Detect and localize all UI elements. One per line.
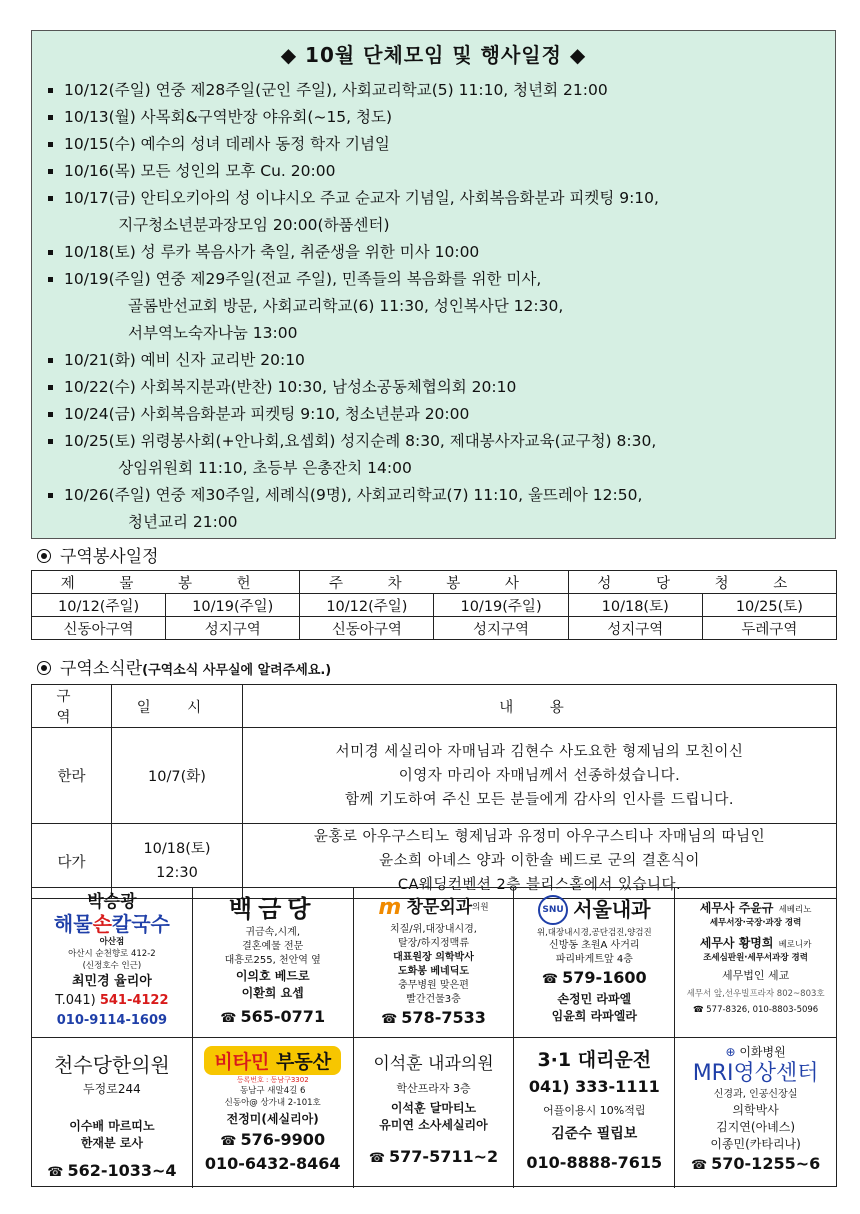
schedule-list [44, 77, 827, 536]
ad-phone-number: 578-7533 [401, 1007, 486, 1027]
group-cleaning: 성 당 청 소 [568, 571, 836, 594]
ad-phone-number: 576-9900 [240, 1130, 326, 1149]
phone-icon: ☎ [541, 971, 559, 987]
phone-icon: ☎ [381, 1011, 398, 1027]
schedule-title: ◆ 10월 단체모임 및 행사일정 ◆ [280, 43, 587, 67]
news-line: 함께 기도하여 주신 모든 분들에게 감사의 인사를 드립니다. [344, 791, 735, 808]
ad-phone [193, 1129, 353, 1153]
ad-kalguksu [32, 888, 193, 1038]
ad-person: 김지연(아녜스) [716, 1120, 796, 1134]
ad-owner: 박승광 [87, 892, 137, 912]
service-heading [37, 542, 159, 567]
ad-phone [193, 1006, 353, 1030]
ad-hospital [675, 1044, 836, 1060]
ad-accountant-1 [675, 898, 836, 917]
service-district: 성지구역 [568, 617, 702, 640]
service-date: 10/25(토) [702, 594, 836, 617]
service-date: 10/12(주일) [300, 594, 434, 617]
ad-person: 이수배 마르띠노 [69, 1119, 155, 1133]
phone-icon: ☎ [47, 1165, 64, 1180]
ad-line: 파리바게트앞 4층 [555, 953, 633, 965]
service-table [31, 570, 837, 640]
ad-person: 임윤희 라파엘라 [551, 1008, 637, 1023]
ad-phone: 041) 333-1111 [528, 1077, 660, 1096]
schedule-item: 10/21(화) 예비 신자 교리반 20:10 [44, 347, 827, 374]
ad-title: MRI영상센터 [692, 1061, 819, 1086]
service-heading-text: 구역봉사일정 [60, 547, 159, 567]
ad-person: 이종민(카타리나) [710, 1137, 801, 1151]
group-offering: 제 물 봉 헌 [32, 571, 300, 594]
circle-bullet-icon [37, 549, 51, 563]
ad-phone-number: 541-4122 [99, 993, 169, 1008]
ad-phone [675, 1000, 836, 1020]
ad-accountant-name: 세무사 황명희 [699, 936, 774, 950]
ad-line: 충무병원 맞은편 [398, 979, 469, 991]
ad-career: 조세심판원·세무서과장 경력 [703, 953, 808, 963]
news-table [31, 684, 837, 899]
ad-title [204, 1046, 341, 1075]
schedule-item: 10/18(토) 성 루카 복음사가 축일, 취준생을 위한 미사 10:00 [44, 239, 827, 266]
ad-person: 손정민 라파엘 [557, 991, 632, 1006]
ad-phone [32, 991, 192, 1011]
ad-title: 창문외과 [406, 897, 473, 918]
news-heading-text: 구역소식란 [60, 659, 143, 679]
ad-line: 동남구 새말4길 6 [239, 1086, 306, 1096]
ad-phone [354, 1146, 514, 1170]
ad-designated-driver [514, 1038, 675, 1188]
ad-phone-label: T.041) [55, 993, 96, 1008]
ad-person: 이환희 요셉 [241, 986, 304, 1000]
ad-line: 치질/위,대장내시경, [389, 923, 477, 935]
schedule-item: 10/22(수) 사회복지분과(반찬) 10:30, 남성소공동체협의회 20:10 [44, 374, 827, 401]
ad-phone-number: 570-1255~6 [711, 1154, 821, 1173]
service-date: 10/19(주일) [434, 594, 568, 617]
event-schedule-box [31, 30, 836, 539]
ad-title: 3·1 대리운전 [537, 1049, 652, 1071]
schedule-item: 10/19(주일) 연중 제29주일(전교 주일), 민족들의 복음화를 위한 미사, 골롬반선교회 방문, 사회교리학교(6) 11:30, 성인복사단 12:30, 서부역노숙자나눔 13:00 [44, 266, 827, 347]
news-content [243, 728, 837, 824]
service-date: 10/19(주일) [166, 594, 300, 617]
news-date-line: 10/18(토) [143, 841, 211, 857]
news-date: 10/7(화) [112, 728, 243, 824]
ad-career: 세무서장·국장·과장 경력 [709, 918, 802, 928]
schedule-item: 10/25(토) 위령봉사회(+안나회,요셉회) 성지순례 8:30, 제대봉사자교육(교구청) 8:30, 상임위원회 11:10, 초등부 은총잔치 14:00 [44, 428, 827, 482]
ad-mobile: 010-8888-7615 [526, 1153, 663, 1172]
ad-mri-center [675, 1038, 836, 1188]
ad-title-part: 손 [92, 912, 112, 936]
ad-person: 이석훈 달마티노 [390, 1101, 477, 1115]
ad-line: 위,대장내시경,공단검진,양검진 [536, 927, 652, 938]
ad-lee-clinic [354, 1038, 515, 1188]
news-line: 윤홍로 아우구스티노 형제님과 유정미 아우구스티나 자매님의 따님인 [313, 829, 766, 845]
header-district: 구 역 [32, 685, 112, 728]
ad-people: 최민경 율리아 [71, 974, 152, 989]
ad-phone [354, 1007, 514, 1031]
ads-grid [31, 887, 837, 1187]
ad-registration: 등록번호 : 동남구3302 [236, 1076, 309, 1084]
header-date: 일 시 [112, 685, 243, 728]
ad-phone-number: 565-0771 [240, 1007, 326, 1026]
ad-phone-number: 562-1033~4 [67, 1161, 177, 1180]
ad-phone [32, 1160, 192, 1184]
ad-line: 어플이용시 10%적립 [543, 1104, 646, 1117]
ad-accountant-name: 세무사 주윤규 [699, 901, 774, 915]
ad-line: 신동아@ 상가내 2-101호 [224, 1098, 321, 1108]
ad-line: 빨간건물3층 [406, 993, 461, 1005]
phone-icon: ☎ [692, 1005, 707, 1015]
ad-phone-number: 579-1600 [562, 967, 647, 987]
news-district: 한라 [32, 728, 112, 824]
ad-line: 탈장/하지정맥류 [397, 937, 469, 949]
news-note: (구역소식 사무실에 알려주세요.) [142, 663, 332, 678]
ad-hospital-name: 이화병원 [739, 1045, 786, 1059]
m-logo-icon: m [378, 894, 402, 920]
ad-person: 유미연 소사세실리아 [379, 1118, 488, 1132]
phone-icon: ☎ [220, 1011, 237, 1026]
ad-branch: 아산점 [99, 937, 125, 947]
phone-icon: ☎ [690, 1158, 708, 1173]
ad-seoul-clinic [514, 888, 675, 1038]
service-date: 10/12(주일) [32, 594, 166, 617]
ad-line: 대표원장 의학박사 [393, 951, 474, 963]
ad-mobile: 010-6432-8464 [204, 1154, 341, 1173]
ad-line: 결혼예물 전문 [242, 941, 304, 952]
ad-title-row [514, 892, 674, 927]
ad-phone [514, 967, 674, 991]
ad-line: 신경과, 인공신장실 [713, 1089, 798, 1100]
ad-line: 신방동 초원A 사거리 [549, 939, 640, 951]
ad-person: 한재분 로사 [80, 1136, 143, 1150]
ad-line: 대흥로255, 천안역 옆 [224, 955, 321, 966]
ad-title: 천수당한의원 [53, 1053, 170, 1077]
ad-vitamin-realty [193, 1038, 354, 1188]
ad-title: 서울내과 [573, 897, 651, 922]
news-district: 다가 [32, 824, 112, 899]
schedule-item: 10/12(주일) 연중 제28주일(군인 주일), 사회교리학교(5) 11:10, 청년회 21:00 [44, 77, 827, 104]
ad-accountant-baptismal: 세베리노 [778, 905, 812, 915]
service-district: 성지구역 [166, 617, 300, 640]
service-district: 신동아구역 [32, 617, 166, 640]
news-time-line: 12:30 [156, 865, 198, 881]
circle-bullet-icon [37, 661, 51, 675]
hospital-logo-icon: ⊕ [725, 1045, 736, 1059]
ad-person: 전정미(세실리아) [226, 1112, 319, 1126]
ad-changmun-clinic [354, 888, 515, 1038]
ad-title-part: 비타민 [214, 1051, 270, 1073]
ad-line: 귀금속,시계, [245, 927, 301, 938]
service-district: 신동아구역 [300, 617, 434, 640]
ad-line: 도화봉 베네딕도 [397, 965, 470, 977]
ad-title-part: 부동산 [276, 1051, 332, 1073]
schedule-item: 10/24(금) 사회복음화분과 피켓팅 9:10, 청소년분과 20:00 [44, 401, 827, 428]
news-heading [37, 654, 331, 679]
news-line: 윤소희 아녜스 양과 이한솔 베드로 군의 결혼식이 [379, 853, 700, 869]
header-content: 내 용 [243, 685, 837, 728]
ad-accountant-2 [675, 933, 836, 952]
schedule-item: 10/15(수) 예수의 성녀 데레사 동정 학자 기념일 [44, 131, 827, 158]
ad-baekgeumdang [193, 888, 354, 1038]
ad-title-suffix: 의원 [472, 902, 489, 913]
news-line: 서미경 세실리아 자매님과 김현수 사도요한 형제님의 모친이신 [335, 743, 744, 760]
ad-title [32, 912, 192, 936]
ad-mobile: 010-9114-1609 [56, 1013, 168, 1028]
ad-accountant-baptismal: 베로니카 [778, 940, 812, 950]
ad-title-part: 칼국수 [111, 912, 170, 936]
phone-icon: ☎ [220, 1134, 237, 1149]
news-line: CA웨딩컨벤션 2층 블리스홀에서 있습니다. [397, 877, 682, 893]
ad-line: 학산프라자 3층 [396, 1082, 471, 1095]
ad-address: 세무서 앞,선우빌프라자 802~803호 [686, 989, 825, 999]
ad-address: 두정로244 [83, 1082, 141, 1096]
ad-address-note: (신정호수 인근) [82, 961, 142, 971]
ad-address: 아산시 순천향로 412-2 [68, 949, 156, 959]
ad-line: 의학박사 [732, 1103, 779, 1117]
ad-title-part: 해물 [53, 912, 93, 936]
schedule-item: 10/26(주일) 연중 제30주일, 세례식(9명), 사회교리학교(7) 11:10, 울뜨레아 12:50, 청년교리 21:00 [44, 482, 827, 536]
ad-phone-number: 577-5711~2 [389, 1147, 499, 1166]
schedule-item: 10/17(금) 안티오키아의 성 이냐시오 주교 순교자 기념일, 사회복음화분과 피켓팅 9:10, 지구청소년분과장모임 20:00(하품센터) [44, 185, 827, 239]
ad-phone-number: 577-8326, 010-8803-5096 [706, 1005, 819, 1015]
ad-phone [675, 1153, 836, 1177]
schedule-item: 10/13(월) 사목회&구역반장 야유회(~15, 청도) [44, 104, 827, 131]
clinic-logo-icon: SNU [538, 895, 568, 925]
ad-tax-accountant [675, 888, 836, 1038]
ad-person: 이의호 베드로 [235, 969, 310, 983]
service-district: 두레구역 [702, 617, 836, 640]
ad-cheonsudang [32, 1038, 193, 1188]
group-parking: 주 차 봉 사 [300, 571, 568, 594]
phone-icon: ☎ [368, 1151, 386, 1166]
news-line: 이영자 마리아 자매님께서 선종하셨습니다. [398, 767, 681, 784]
service-date: 10/18(토) [568, 594, 702, 617]
ad-firm: 세무법인 세교 [721, 969, 790, 982]
ad-title-row [354, 892, 514, 923]
schedule-item: 10/16(목) 모든 성인의 모후 Cu. 20:00 [44, 158, 827, 185]
ad-person: 김준수 필립보 [551, 1126, 638, 1142]
ad-title: 백금당 [228, 895, 317, 923]
ad-title: 이석훈 내과의원 [373, 1054, 494, 1074]
service-district: 성지구역 [434, 617, 568, 640]
